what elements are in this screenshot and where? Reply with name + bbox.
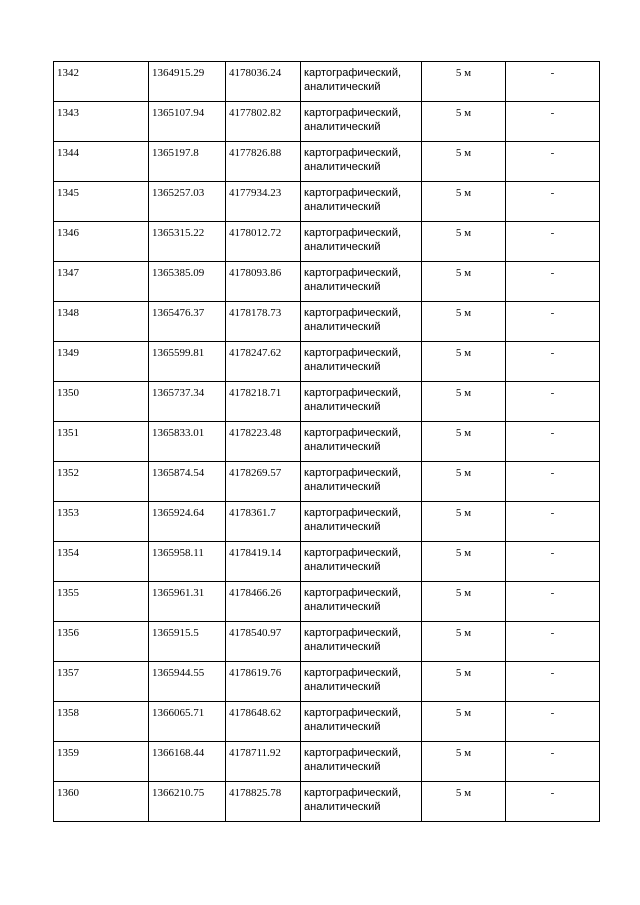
x-coordinate-cell: 1365944.55 [149,662,226,702]
method-cell: картографический, аналитический [301,302,422,342]
y-coordinate-cell: 4178466.26 [226,582,301,622]
x-coordinate-cell: 1365915.5 [149,622,226,662]
x-coordinate-cell: 1365874.54 [149,462,226,502]
accuracy-cell: 5 м [422,142,506,182]
y-coordinate-cell: 4178223.48 [226,422,301,462]
note-cell: - [506,662,600,702]
coordinates-table [53,61,600,822]
y-coordinate-cell: 4178361.7 [226,502,301,542]
table-row [54,422,600,462]
method-cell: картографический, аналитический [301,782,422,822]
y-coordinate-cell: 4177802.82 [226,102,301,142]
y-coordinate-cell: 4178178.73 [226,302,301,342]
note-cell: - [506,302,600,342]
point-number-cell: 1353 [54,502,149,542]
table-row [54,622,600,662]
note-cell: - [506,502,600,542]
note-cell: - [506,182,600,222]
accuracy-cell: 5 м [422,542,506,582]
accuracy-cell: 5 м [422,662,506,702]
y-coordinate-cell: 4178419.14 [226,542,301,582]
method-cell: картографический, аналитический [301,582,422,622]
x-coordinate-cell: 1365924.64 [149,502,226,542]
table-row [54,62,600,102]
point-number-cell: 1351 [54,422,149,462]
note-cell: - [506,542,600,582]
point-number-cell: 1345 [54,182,149,222]
table-row [54,542,600,582]
x-coordinate-cell: 1364915.29 [149,62,226,102]
point-number-cell: 1358 [54,702,149,742]
accuracy-cell: 5 м [422,62,506,102]
table-row [54,782,600,822]
y-coordinate-cell: 4178269.57 [226,462,301,502]
accuracy-cell: 5 м [422,502,506,542]
note-cell: - [506,582,600,622]
x-coordinate-cell: 1365385.09 [149,262,226,302]
method-cell: картографический, аналитический [301,62,422,102]
y-coordinate-cell: 4178711.92 [226,742,301,782]
y-coordinate-cell: 4178012.72 [226,222,301,262]
table-row [54,702,600,742]
x-coordinate-cell: 1365476.37 [149,302,226,342]
point-number-cell: 1352 [54,462,149,502]
y-coordinate-cell: 4178648.62 [226,702,301,742]
table-row [54,142,600,182]
x-coordinate-cell: 1365958.11 [149,542,226,582]
table-row [54,342,600,382]
coordinates-table-body [54,62,600,822]
accuracy-cell: 5 м [422,302,506,342]
accuracy-cell: 5 м [422,702,506,742]
method-cell: картографический, аналитический [301,222,422,262]
point-number-cell: 1349 [54,342,149,382]
method-cell: картографический, аналитический [301,102,422,142]
method-cell: картографический, аналитический [301,382,422,422]
accuracy-cell: 5 м [422,782,506,822]
point-number-cell: 1343 [54,102,149,142]
accuracy-cell: 5 м [422,462,506,502]
table-row [54,262,600,302]
x-coordinate-cell: 1365599.81 [149,342,226,382]
point-number-cell: 1346 [54,222,149,262]
y-coordinate-cell: 4178093.86 [226,262,301,302]
x-coordinate-cell: 1365197.8 [149,142,226,182]
x-coordinate-cell: 1365315.22 [149,222,226,262]
note-cell: - [506,622,600,662]
method-cell: картографический, аналитический [301,142,422,182]
table-row [54,102,600,142]
accuracy-cell: 5 м [422,222,506,262]
method-cell: картографический, аналитический [301,622,422,662]
point-number-cell: 1342 [54,62,149,102]
x-coordinate-cell: 1366168.44 [149,742,226,782]
note-cell: - [506,702,600,742]
table-row [54,382,600,422]
method-cell: картографический, аналитический [301,542,422,582]
x-coordinate-cell: 1365257.03 [149,182,226,222]
point-number-cell: 1347 [54,262,149,302]
note-cell: - [506,102,600,142]
note-cell: - [506,142,600,182]
point-number-cell: 1344 [54,142,149,182]
table-row [54,662,600,702]
x-coordinate-cell: 1365737.34 [149,382,226,422]
method-cell: картографический, аналитический [301,182,422,222]
y-coordinate-cell: 4178540.97 [226,622,301,662]
point-number-cell: 1348 [54,302,149,342]
table-row [54,302,600,342]
y-coordinate-cell: 4178825.78 [226,782,301,822]
method-cell: картографический, аналитический [301,502,422,542]
accuracy-cell: 5 м [422,342,506,382]
y-coordinate-cell: 4178036.24 [226,62,301,102]
note-cell: - [506,382,600,422]
method-cell: картографический, аналитический [301,662,422,702]
note-cell: - [506,222,600,262]
note-cell: - [506,422,600,462]
table-row [54,502,600,542]
accuracy-cell: 5 м [422,742,506,782]
accuracy-cell: 5 м [422,422,506,462]
y-coordinate-cell: 4177934.23 [226,182,301,222]
method-cell: картографический, аналитический [301,742,422,782]
method-cell: картографический, аналитический [301,422,422,462]
note-cell: - [506,462,600,502]
x-coordinate-cell: 1366065.71 [149,702,226,742]
y-coordinate-cell: 4178218.71 [226,382,301,422]
point-number-cell: 1357 [54,662,149,702]
note-cell: - [506,742,600,782]
accuracy-cell: 5 м [422,182,506,222]
note-cell: - [506,62,600,102]
y-coordinate-cell: 4177826.88 [226,142,301,182]
table-row [54,182,600,222]
point-number-cell: 1350 [54,382,149,422]
point-number-cell: 1354 [54,542,149,582]
method-cell: картографический, аналитический [301,342,422,382]
method-cell: картографический, аналитический [301,702,422,742]
note-cell: - [506,782,600,822]
accuracy-cell: 5 м [422,382,506,422]
x-coordinate-cell: 1365833.01 [149,422,226,462]
method-cell: картографический, аналитический [301,262,422,302]
table-row [54,582,600,622]
x-coordinate-cell: 1365107.94 [149,102,226,142]
y-coordinate-cell: 4178247.62 [226,342,301,382]
point-number-cell: 1360 [54,782,149,822]
accuracy-cell: 5 м [422,262,506,302]
accuracy-cell: 5 м [422,102,506,142]
method-cell: картографический, аналитический [301,462,422,502]
note-cell: - [506,342,600,382]
note-cell: - [506,262,600,302]
accuracy-cell: 5 м [422,582,506,622]
point-number-cell: 1359 [54,742,149,782]
table-row [54,462,600,502]
y-coordinate-cell: 4178619.76 [226,662,301,702]
point-number-cell: 1356 [54,622,149,662]
table-row [54,222,600,262]
x-coordinate-cell: 1366210.75 [149,782,226,822]
accuracy-cell: 5 м [422,622,506,662]
table-row [54,742,600,782]
x-coordinate-cell: 1365961.31 [149,582,226,622]
point-number-cell: 1355 [54,582,149,622]
